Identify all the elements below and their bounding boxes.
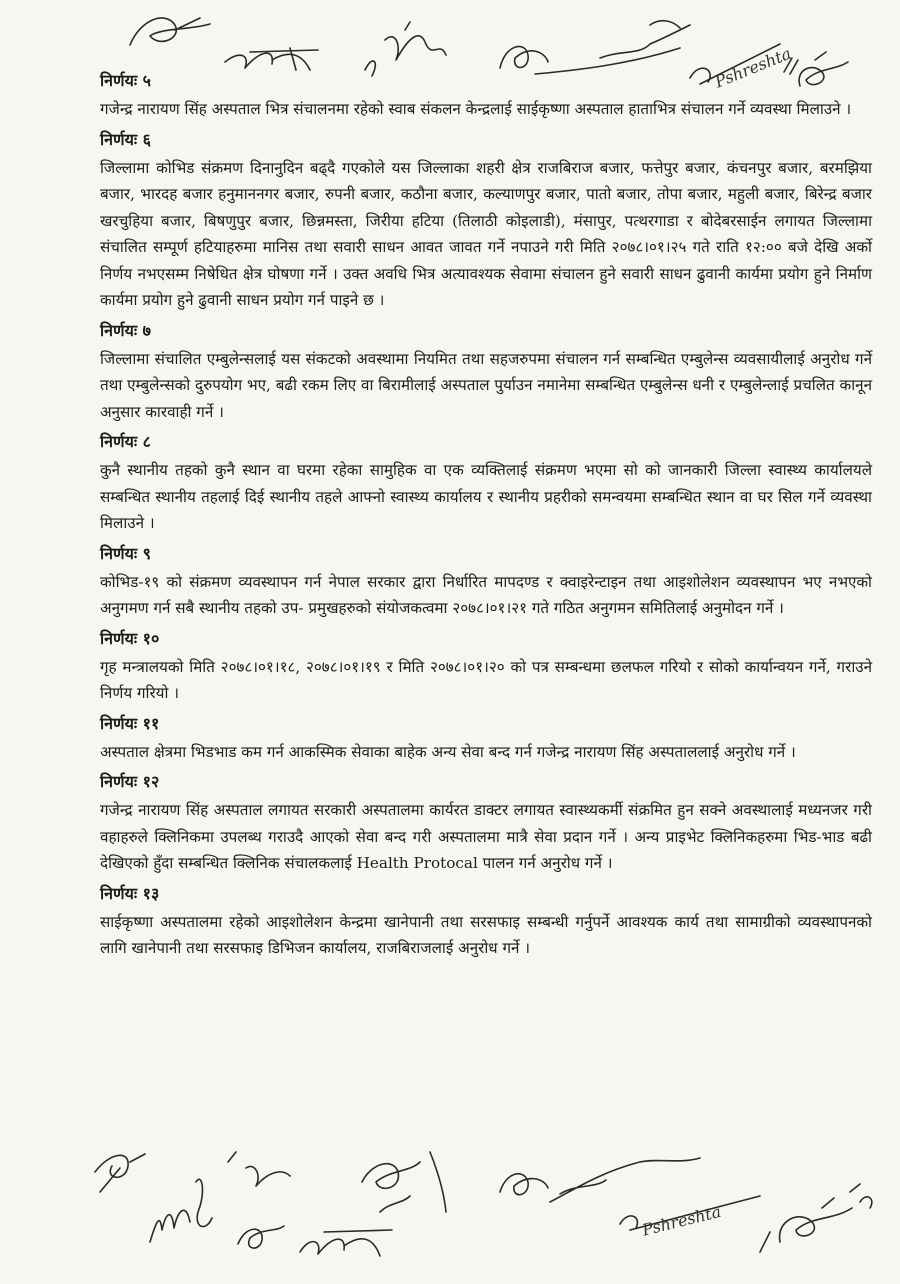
decision-heading: निर्णयः १३ xyxy=(100,883,160,903)
decision-heading: निर्णयः ६ xyxy=(100,129,151,149)
signature-12-text: Pshreshta xyxy=(640,1201,723,1240)
decision-6 xyxy=(100,129,872,314)
decision-10 xyxy=(100,628,872,707)
decision-text: साईकृष्णा अस्पतालमा रहेको आइशोलेशन केन्द्रमा खानेपानी तथा सरसफाइ सम्बन्धी गर्नुपर्ने आवश्यक कार्य तथा सामाग्रीको व्यवस्थापनको लागि खानेपानी तथा सरसफाइ डिभिजन कार्यालय, राजबिराजलाई अनुरोध गर्ने । xyxy=(100,912,872,957)
decision-heading: निर्णयः ५ xyxy=(100,71,151,90)
decision-12 xyxy=(100,771,872,877)
signature-12 xyxy=(620,1196,760,1240)
signature-10 xyxy=(362,1152,446,1212)
decisions-list xyxy=(100,70,872,968)
decision-heading: निर्णयः १२ xyxy=(100,772,160,791)
decision-heading: निर्णयः १० xyxy=(100,628,160,648)
decision-heading: निर्णयः ९ xyxy=(100,543,151,563)
signature-2 xyxy=(225,48,318,70)
decision-text: कुनै स्थानीय तहको कुनै स्थान वा घरमा रहेका सामुहिक वा एक व्यक्तिलाई संक्रमण भएमा सो को जानकारी जिल्ला स्वास्थ्य कार्यालयले सम्बन्धित स्थानीय तहलाई दिई स्थानीय तहले आफ्नो स्वास्थ्य कार्यालय र स्थानीय प्रहरीको समन्वयमा सम्बन्धित स्थान वा घर सिल गर्ने व्यवस्था मिलाउने । xyxy=(100,461,872,532)
decision-text: जिल्लामा संचालित एम्बुलेन्सलाई यस संकटको अवस्थामा नियमित तथा सहजरुपमा संचालन गर्न सम्बन्धित एम्बुलेन्स व्यवसायीलाई अनुरोध गर्ने तथा एम्बुलेन्सको दुरुपयोग भए, बढी रकम लिए वा बिरामीलाई अस्पताल पुर्याउन नमानेमा सम्बन्धित एम्बुलेन्स धनी र एम्बुलेन्लाई प्रचलित कानून अनुसार कारवाही गर्ने । xyxy=(100,349,872,421)
signature-13 xyxy=(760,1184,872,1252)
signature-7 xyxy=(95,1154,145,1192)
decision-7 xyxy=(100,320,872,426)
decision-heading: निर्णयः ८ xyxy=(100,432,151,451)
signature-3 xyxy=(365,22,446,76)
signature-8 xyxy=(150,1152,290,1242)
signature-1 xyxy=(130,18,210,45)
decision-text: जिल्लामा कोभिड संक्रमण दिनानुदिन बढ्दै गएकोले यस जिल्लाका शहरी क्षेत्र राजबिराज बजार, फत्तेपुर बजार, कंचनपुर बजार, बरमझिया बजार, भारदह बजार हनुमाननगर बजार, रुपनी बजार, कठौना बजार, कल्याणपुर बजार, पातो बजार, तोपा बजार, महुली बजार, बिरेन्द्र बजार खरचुहिया बजार, बिषणुपुर बजार, छिन्नमस्ता, जिरीया हटिया (तिलाठी कोइलाडी), मंसापुर, पत्थरगाडा र बोदेबरसाईन लगायत जिल्लामा संचालित सम्पूर्ण हटियाहरुमा मानिस तथा सवारी साधन आवत जावत गर्ने नपाउने गरी मिति २०७८।०१।२५ गते राति १२:०० बजे देखि अर्को निर्णय नभएसम्म निषेधित क्षेत्र घोषणा गर्ने । उक्त अवधि भित्र अत्यावश्यक सेवामा संचालन हुने सवारी साधन ढुवानी कार्यमा प्रयोग हुने निर्माण कार्यमा प्रयोग हुने ढुवानी साधन प्रयोग गर्न पाइने छ । xyxy=(100,158,872,309)
decision-text: गृह मन्त्रालयको मिति २०७८।०१।१८, २०७८।०१।१९ र मिति २०७८।०१।२० को पत्र सम्बन्धमा छलफल गरियो र सोको कार्यान्वयन गर्ने, गराउने निर्णय गरियो । xyxy=(100,657,872,702)
decision-heading: निर्णयः ११ xyxy=(100,713,160,733)
signature-9 xyxy=(238,1226,392,1256)
signature-5-text: Pshreshta xyxy=(712,43,794,92)
decision-heading: निर्णयः ७ xyxy=(100,320,151,340)
decision-5 xyxy=(100,70,872,123)
decision-13 xyxy=(100,883,872,962)
decision-text: गजेन्द्र नारायण सिंह अस्पताल भित्र संचालनमा रहेको स्वाब संकलन केन्द्रलाई साईकृष्णा अस्पताल हाताभित्र संचालन गर्ने व्यवस्था मिलाउने । xyxy=(100,100,852,118)
signature-11 xyxy=(500,1158,700,1202)
decision-text: गजेन्द्र नारायण सिंह अस्पताल लगायत सरकारी अस्पतालमा कार्यरत डाक्टर लगायत स्वास्थ्यकर्मी संक्रमित हुन सक्ने अवस्थालाई मध्यनजर गरी वहाहरुले क्लिनिकमा उपलब्ध गराउदै आएको सेवा बन्द गरी अस्पतालमा मात्रै सेवा प्रदान गर्ने । अन्य प्राइभेट क्लिनिकहरुमा भिड-भाड बढी देखिएको हुँदा सम्बन्धित क्लिनिक संचालकलाई Health Protocal पालन गर्न अनुरोध गर्ने । xyxy=(100,801,872,872)
decision-8 xyxy=(100,431,872,537)
decision-11 xyxy=(100,713,872,766)
decision-9 xyxy=(100,543,872,622)
signature-4 xyxy=(500,21,690,74)
decision-text: कोभिड-१९ को संक्रमण व्यवस्थापन गर्न नेपाल सरकार द्वारा निर्धारित मापदण्ड र क्वाइरेन्टाइन तथा आइशोलेशन व्यवस्थापन भए नभएको अनुगमण गर्न सबै स्थानीय तहको उप- प्रमुखहरुको संयोजकत्वमा २०७८।०१।२१ गते गठित अनुगमन समितिलाई अनुमोदन गर्ने । xyxy=(100,572,872,617)
signatures-bottom xyxy=(0,1132,900,1284)
decision-text: अस्पताल क्षेत्रमा भिडभाड कम गर्न आकस्मिक सेवाका बाहेक अन्य सेवा बन्द गर्न गजेन्द्र नारायण सिंह अस्पताललाई अनुरोध गर्ने । xyxy=(100,742,796,761)
